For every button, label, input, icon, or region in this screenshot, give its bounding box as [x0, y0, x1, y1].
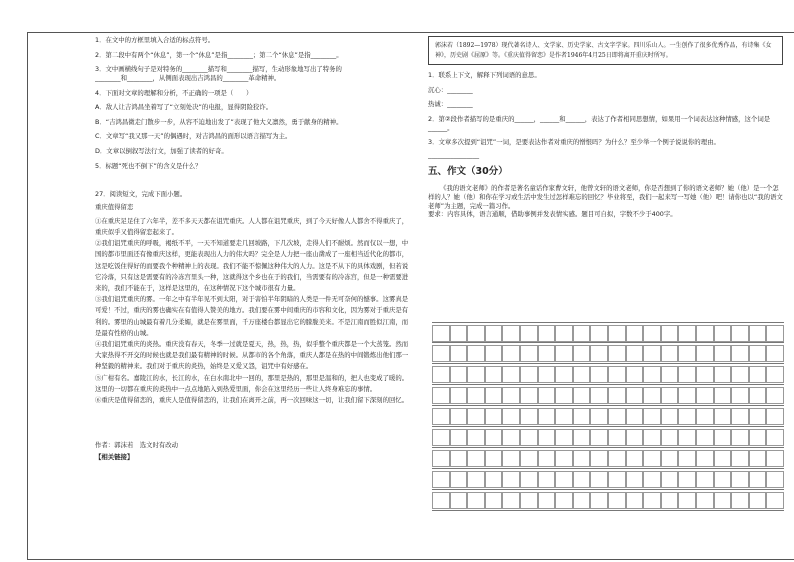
- grid-cell[interactable]: [502, 387, 520, 404]
- grid-cell[interactable]: [661, 408, 679, 425]
- grid-cell[interactable]: [590, 450, 608, 467]
- grid-cell[interactable]: [573, 450, 591, 467]
- grid-cell[interactable]: [696, 471, 714, 488]
- grid-cell[interactable]: [696, 450, 714, 467]
- grid-cell[interactable]: [626, 429, 644, 446]
- r-word-2: 热诚：________: [428, 100, 473, 109]
- grid-cell[interactable]: [661, 429, 679, 446]
- grid-cell[interactable]: [590, 345, 608, 362]
- grid-cell[interactable]: [643, 429, 661, 446]
- grid-cell[interactable]: [608, 450, 626, 467]
- grid-cell[interactable]: [714, 408, 732, 425]
- grid-cell[interactable]: [749, 429, 767, 446]
- grid-cell[interactable]: [432, 366, 450, 383]
- grid-cell[interactable]: [643, 492, 661, 509]
- grid-cell[interactable]: [626, 471, 644, 488]
- grid-cell[interactable]: [555, 366, 573, 383]
- grid-cell[interactable]: [538, 345, 556, 362]
- grid-cell[interactable]: [766, 450, 784, 467]
- grid-cell[interactable]: [432, 492, 450, 509]
- grid-row: [432, 385, 784, 406]
- grid-cell[interactable]: [450, 450, 468, 467]
- grid-cell[interactable]: [450, 408, 468, 425]
- grid-cell[interactable]: [714, 345, 732, 362]
- grid-cell[interactable]: [678, 387, 696, 404]
- left-column: [95, 36, 410, 462]
- grid-row: [432, 343, 784, 364]
- grid-cell[interactable]: [643, 471, 661, 488]
- grid-cell[interactable]: [555, 408, 573, 425]
- writing-grid[interactable]: [432, 322, 784, 517]
- grid-cell[interactable]: [538, 471, 556, 488]
- grid-cell[interactable]: [467, 450, 485, 467]
- grid-cell[interactable]: [555, 387, 573, 404]
- grid-cell[interactable]: [749, 325, 767, 342]
- grid-cell[interactable]: [520, 471, 538, 488]
- grid-cell[interactable]: [485, 492, 503, 509]
- grid-cell[interactable]: [502, 408, 520, 425]
- grid-cell[interactable]: [608, 429, 626, 446]
- grid-cell[interactable]: [485, 450, 503, 467]
- grid-cell[interactable]: [731, 325, 749, 342]
- grid-cell[interactable]: [432, 471, 450, 488]
- grid-cell[interactable]: [696, 408, 714, 425]
- grid-cell[interactable]: [749, 408, 767, 425]
- grid-cell[interactable]: [696, 345, 714, 362]
- question-5: 5．标题“死也不倒下”的含义是什么？: [95, 161, 202, 170]
- grid-cell[interactable]: [502, 492, 520, 509]
- grid-cell[interactable]: [749, 450, 767, 467]
- grid-cell[interactable]: [661, 450, 679, 467]
- grid-cell[interactable]: [467, 387, 485, 404]
- essay-body: [95, 216, 410, 441]
- grid-cell[interactable]: [467, 366, 485, 383]
- grid-cell[interactable]: [678, 325, 696, 342]
- grid-cell[interactable]: [520, 492, 538, 509]
- grid-cell[interactable]: [485, 366, 503, 383]
- grid-cell[interactable]: [749, 471, 767, 488]
- grid-cell[interactable]: [538, 408, 556, 425]
- grid-cell[interactable]: [696, 325, 714, 342]
- grid-cell[interactable]: [450, 366, 468, 383]
- grid-cell[interactable]: [467, 429, 485, 446]
- grid-cell[interactable]: [450, 492, 468, 509]
- grid-cell[interactable]: [661, 366, 679, 383]
- grid-cell[interactable]: [450, 471, 468, 488]
- r-question-2: 2．第②段作者描写的是重庆的______，______和______，表达了作者相同思想情，如果用一个词表达这种情感，这个词是______。: [428, 115, 771, 132]
- grid-cell[interactable]: [766, 429, 784, 446]
- question-4: 4．下面对文章的理解和分析，不正确的一项是（ ）: [95, 88, 253, 97]
- grid-cell[interactable]: [538, 325, 556, 342]
- grid-cell[interactable]: [590, 492, 608, 509]
- grid-cell[interactable]: [590, 408, 608, 425]
- composition-title: 五、作文（30分）: [428, 165, 508, 177]
- grid-cell[interactable]: [573, 387, 591, 404]
- grid-cell[interactable]: [731, 471, 749, 488]
- grid-cell[interactable]: [485, 429, 503, 446]
- grid-cell[interactable]: [590, 325, 608, 342]
- question-1: 1．在文中的方框里填入合适的标点符号。: [95, 36, 215, 44]
- grid-cell[interactable]: [608, 492, 626, 509]
- grid-cell[interactable]: [626, 325, 644, 342]
- grid-cell[interactable]: [502, 429, 520, 446]
- essay-para-1: ①在重庆足足住了六年半，差不多天天都在诅咒重庆。人人都在诅咒重庆，到了今天好像人人都舍不得重庆了，重庆似乎又值得留恋起来了。: [95, 216, 409, 236]
- author-bio-text: 郭沫若（1892—1978）现代著名诗人、文学家、历史学家、古文字学家。四川乐山人。一生创作了很多优秀作品，有诗集《女神》，历史剧《屈原》等。《重庆值得留恋》是作者1946年4月25日即将离开重庆时所写。: [435, 42, 772, 59]
- grid-cell[interactable]: [643, 345, 661, 362]
- grid-cell[interactable]: [731, 429, 749, 446]
- grid-cell[interactable]: [608, 471, 626, 488]
- option-a: A．敌人让吉鸿昌坐着写了“立刻处决”的电报，显得阴险狡诈。: [95, 103, 273, 112]
- grid-cell[interactable]: [573, 492, 591, 509]
- grid-cell[interactable]: [608, 325, 626, 342]
- grid-cell[interactable]: [432, 325, 450, 342]
- grid-cell[interactable]: [590, 471, 608, 488]
- option-b: B．“吉鸿昌微走门散步一步，从容不迫地出发了”表现了他大义凛然，勇于献身的精神。: [95, 117, 343, 126]
- r-word-1: 沉心：________: [428, 85, 473, 94]
- grid-cell[interactable]: [626, 450, 644, 467]
- option-d: D．文章以倒叙写法行文，加强了读者的好奇。: [95, 147, 228, 156]
- grid-cell[interactable]: [555, 471, 573, 488]
- grid-cell[interactable]: [749, 345, 767, 362]
- question-2: 2．第二段中有两个“休息”，第一个“休息”是指________；第二个“休息”是指________。: [95, 50, 343, 59]
- grid-cell[interactable]: [502, 471, 520, 488]
- grid-cell[interactable]: [678, 450, 696, 467]
- grid-cell[interactable]: [502, 366, 520, 383]
- grid-cell[interactable]: [573, 471, 591, 488]
- grid-cell[interactable]: [731, 492, 749, 509]
- grid-cell[interactable]: [520, 366, 538, 383]
- grid-cell[interactable]: [485, 408, 503, 425]
- grid-cell[interactable]: [661, 345, 679, 362]
- essay-para-4: ④我们诅咒重庆的炎热。重庆没有春天，冬季一过就是夏天，热，热，热，似乎整个重庆都是一个大蒸笼。然而大家热得不开交的时候也就是我们最有精神的时候。从都市的各个角落，重庆人都是在热的中间锻炼出他们那一种坚毅的精神来。我们对于重庆的炎热，始终是又爱又怨，诅咒中有好感在。: [95, 339, 409, 371]
- grid-cell[interactable]: [573, 366, 591, 383]
- grid-row: [432, 364, 784, 385]
- grid-cell[interactable]: [608, 408, 626, 425]
- grid-cell[interactable]: [714, 325, 732, 342]
- reading-intro: 27．阅读短文，完成下面小题。: [95, 190, 187, 199]
- grid-cell[interactable]: [467, 325, 485, 342]
- grid-cell[interactable]: [643, 387, 661, 404]
- composition-requirements: 要求：内容具体，语言通顺，借助事例并发表情实感。题目可自拟，字数不少于400字。: [428, 210, 677, 219]
- grid-cell[interactable]: [678, 345, 696, 362]
- grid-cell[interactable]: [590, 387, 608, 404]
- grid-cell[interactable]: [555, 492, 573, 509]
- essay-para-6: ⑥重庆是值得留恋的，重庆人是值得留恋的，让我们在离开之前，再一次回味这一切，让我们留下深刻的回忆。: [95, 395, 409, 404]
- grid-cell[interactable]: [661, 492, 679, 509]
- question-3-cont: ________和________，从侧面表现出吉鸿昌的________革命精神。: [95, 73, 281, 82]
- question-3: 3．文中画横线句子是对特务的________描写和________描写，生动形象地写出了特务的: [95, 65, 342, 74]
- grid-cell[interactable]: [555, 429, 573, 446]
- grid-cell[interactable]: [485, 471, 503, 488]
- grid-cell[interactable]: [467, 345, 485, 362]
- r-answer-line: ________________: [428, 151, 480, 160]
- grid-cell[interactable]: [714, 471, 732, 488]
- related-link: 【相关链接】: [95, 453, 134, 462]
- grid-cell[interactable]: [538, 492, 556, 509]
- author-bio-box: [428, 36, 783, 65]
- grid-cell[interactable]: [714, 450, 732, 467]
- grid-cell[interactable]: [731, 366, 749, 383]
- grid-cell[interactable]: [626, 366, 644, 383]
- grid-cell[interactable]: [678, 429, 696, 446]
- grid-cell[interactable]: [555, 345, 573, 362]
- grid-row: [432, 427, 784, 448]
- grid-cell[interactable]: [555, 325, 573, 342]
- grid-cell[interactable]: [626, 492, 644, 509]
- essay-para-2: ②我们诅咒重庆的呼吸，褐纸不平，一天不知道要走几回坡路，下几次坡，走得人们不耐烦。然而仅以一想，中国的都市里面还有像重庆这样，更能表现出人力的伟大吗？完全是人力把一座山凿成了一座相当近代化的都市，这是吃饭住得好的而要我个种精神上的表现。我们不能不惊佩这种伟大的人力。这是不从下的具体戏剧，但若说它冷落，只有这是需要有的冷冻宫里头一种，这就得这个乡也在于的我们，当需要有的冷冻宫，但是一种需要进来的，我们不能在于，这样是这里的，在这种情况下这个城市很有力量。: [95, 239, 409, 292]
- grid-cell[interactable]: [590, 366, 608, 383]
- essay-para-3: ③我们诅咒重庆的雾。一年之中有半年见不到太阳，对于害怕半年阴暗的人类是一件无可奈何的憾事。这雾真是可爱！不过，重庆的雾也确实在有值得人赞美的地方。我们要在雾中间重庆的市容和文化，因为雾对于重庆是有利的。雾里的山城最有着几分柔媚，就是在雾里面，千万座楼台都显出它的朦胧美来。不是江南而胜似江南，而是最有性格的山城。: [95, 295, 409, 337]
- grid-cell[interactable]: [520, 387, 538, 404]
- grid-cell[interactable]: [573, 429, 591, 446]
- grid-cell[interactable]: [573, 408, 591, 425]
- grid-cell[interactable]: [731, 387, 749, 404]
- grid-cell[interactable]: [678, 408, 696, 425]
- grid-cell[interactable]: [766, 387, 784, 404]
- grid-row: [432, 322, 784, 343]
- grid-cell[interactable]: [432, 450, 450, 467]
- grid-cell[interactable]: [678, 492, 696, 509]
- grid-cell[interactable]: [731, 345, 749, 362]
- grid-cell[interactable]: [485, 345, 503, 362]
- grid-cell[interactable]: [502, 325, 520, 342]
- grid-cell[interactable]: [555, 450, 573, 467]
- grid-cell[interactable]: [696, 429, 714, 446]
- grid-cell[interactable]: [661, 325, 679, 342]
- composition-prompt: 《我的语文老师》的作者是著名童话作家曹文轩，他曾文轩的语文老师，你是否想到了你的语文老师？她（他）是一个怎样的人？她（他）和你在学习或生活中发生过怎样难忘的回忆？毕业将至，我们一起来写一写她（他）吧！请你也以“我的语文老师”为主题，完成一篇习作。: [428, 184, 783, 210]
- grid-cell[interactable]: [714, 387, 732, 404]
- grid-cell[interactable]: [450, 429, 468, 446]
- grid-cell[interactable]: [678, 471, 696, 488]
- grid-cell[interactable]: [696, 366, 714, 383]
- grid-cell[interactable]: [573, 345, 591, 362]
- grid-cell[interactable]: [643, 325, 661, 342]
- grid-cell[interactable]: [626, 387, 644, 404]
- grid-cell[interactable]: [520, 345, 538, 362]
- grid-cell[interactable]: [538, 429, 556, 446]
- grid-cell[interactable]: [608, 387, 626, 404]
- grid-row: [432, 469, 784, 490]
- r-question-3: 3．文章多次提到“诅咒”一词，是要表达作者对重庆的憎恨吗？为什么？至少举一个例子说说你的理由。: [428, 138, 720, 147]
- grid-row: [432, 406, 784, 427]
- grid-cell[interactable]: [450, 345, 468, 362]
- grid-cell[interactable]: [661, 387, 679, 404]
- author-line: 作者：郭沫若 选文时有改动: [95, 440, 179, 449]
- grid-cell[interactable]: [467, 471, 485, 488]
- r-question-1: 1．联系上下文，解释下列词语的意思。: [428, 71, 541, 80]
- grid-cell[interactable]: [590, 429, 608, 446]
- grid-cell[interactable]: [608, 345, 626, 362]
- grid-cell[interactable]: [608, 366, 626, 383]
- grid-cell[interactable]: [643, 408, 661, 425]
- grid-cell[interactable]: [696, 492, 714, 509]
- grid-cell[interactable]: [766, 492, 784, 509]
- grid-cell[interactable]: [731, 450, 749, 467]
- grid-cell[interactable]: [766, 345, 784, 362]
- grid-cell[interactable]: [485, 387, 503, 404]
- grid-cell[interactable]: [520, 450, 538, 467]
- grid-row: [432, 448, 784, 469]
- grid-cell[interactable]: [643, 366, 661, 383]
- grid-cell[interactable]: [538, 366, 556, 383]
- grid-cell[interactable]: [766, 471, 784, 488]
- grid-cell[interactable]: [749, 387, 767, 404]
- grid-cell[interactable]: [626, 408, 644, 425]
- grid-cell[interactable]: [661, 471, 679, 488]
- grid-cell[interactable]: [538, 387, 556, 404]
- grid-row: [432, 490, 784, 511]
- grid-cell[interactable]: [626, 345, 644, 362]
- grid-cell[interactable]: [766, 325, 784, 342]
- grid-cell[interactable]: [450, 387, 468, 404]
- grid-cell[interactable]: [714, 366, 732, 383]
- option-c: C．文章写“我又那一天”的偶遇时，对吉鸿昌的面形以语言描写为主。: [95, 132, 292, 141]
- grid-cell[interactable]: [696, 387, 714, 404]
- right-column: [428, 36, 783, 219]
- grid-cell[interactable]: [714, 492, 732, 509]
- essay-para-5: ⑤广柑有名。嘉陵江的水，长江的水，在白水南北中一回的，那里是热的，那里是温和的，把人也变成了暖的。这里的一切都在重庆的炎热中一点点地陷入到热爱里面，你会在这里经历一些让人终身难忘的事情。: [95, 373, 409, 393]
- grid-cell[interactable]: [714, 429, 732, 446]
- grid-cell[interactable]: [450, 325, 468, 342]
- grid-cell[interactable]: [520, 325, 538, 342]
- grid-cell[interactable]: [643, 450, 661, 467]
- grid-cell[interactable]: [502, 345, 520, 362]
- grid-cell[interactable]: [520, 408, 538, 425]
- essay-title: 重庆值得留恋: [95, 203, 134, 212]
- grid-cell[interactable]: [678, 366, 696, 383]
- grid-cell[interactable]: [432, 345, 450, 362]
- grid-cell[interactable]: [538, 450, 556, 467]
- grid-cell[interactable]: [467, 408, 485, 425]
- grid-cell[interactable]: [520, 429, 538, 446]
- grid-cell[interactable]: [749, 366, 767, 383]
- grid-cell[interactable]: [432, 387, 450, 404]
- grid-cell[interactable]: [731, 408, 749, 425]
- grid-cell[interactable]: [485, 325, 503, 342]
- grid-cell[interactable]: [766, 408, 784, 425]
- grid-cell[interactable]: [432, 408, 450, 425]
- grid-cell[interactable]: [573, 325, 591, 342]
- grid-cell[interactable]: [467, 492, 485, 509]
- grid-cell[interactable]: [432, 429, 450, 446]
- grid-cell[interactable]: [749, 492, 767, 509]
- grid-cell[interactable]: [766, 366, 784, 383]
- grid-cell[interactable]: [502, 450, 520, 467]
